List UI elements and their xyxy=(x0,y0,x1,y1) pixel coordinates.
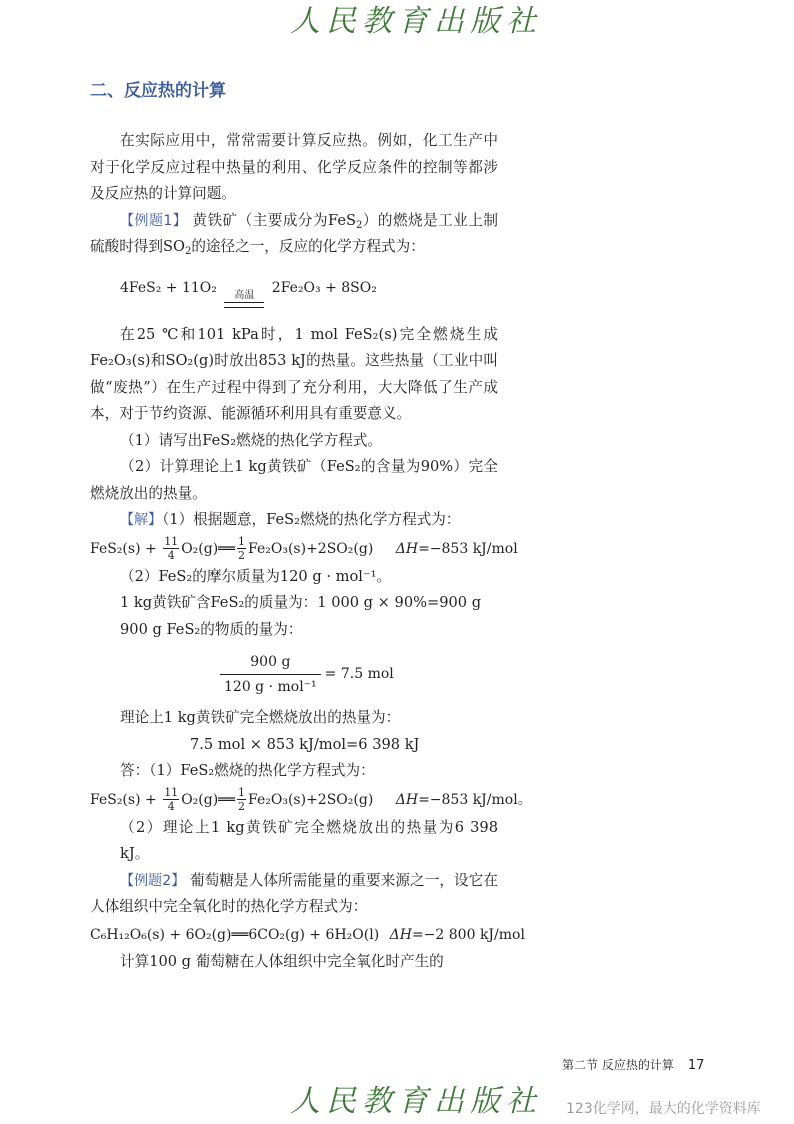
publisher-logo-top: 人民教育出版社 xyxy=(290,4,542,39)
reaction-condition: 高温 xyxy=(224,291,264,308)
intro-paragraph: 在实际应用中，常常需要计算反应热。例如，化工生产中对于化学反应过程中热量的利用、化学反应条件的控制等都涉及反应热的计算问题。 xyxy=(90,132,498,202)
example2-tag: 【例题2】 xyxy=(120,872,186,889)
solution-step1 xyxy=(90,507,498,534)
thermo-equation: FeS₂(s) + $\frac{11}{4}$ O₂(g)══ $\frac{1}{2}$ Fe₂O₃(s)+2SO₂(g) ΔH=−853 kJ/mol xyxy=(90,535,518,562)
example1-tag: 【例题1】 xyxy=(120,212,188,229)
page-number: 17 xyxy=(687,1058,705,1073)
heat-calculation: 7.5 mol × 853 kJ/mol=6 398 kJ xyxy=(190,735,420,753)
footer-section: 第二节 反应热的计算 xyxy=(562,1058,674,1072)
solution-step1-text: （1）根据题意，FeS₂燃烧的热化学方程式为： xyxy=(162,511,461,528)
amount-result: = 7.5 mol xyxy=(324,666,394,682)
delta-h-value: =−853 kJ/mol xyxy=(418,540,518,557)
answer-2: （2）理论上1 kg黄铁矿完全燃烧放出的热量为6 398 kJ。 xyxy=(120,818,498,862)
solution-step2: （2）FeS₂的摩尔质量为120 g · mol⁻¹。 xyxy=(120,567,392,585)
delta-h-label: ΔH xyxy=(395,540,419,557)
example2-text: 葡萄糖是人体所需能量的重要来源之一，设它在人体组织中完全氧化时的热化学方程式为： xyxy=(90,871,498,915)
mass-line: 1 kg黄铁矿含FeS₂的质量为：1 000 g × 90%=900 g xyxy=(120,594,482,611)
glucose-equation: C₆H₁₂O₆(s) + 6O₂(g)══6CO₂(g) + 6H₂O(l) ΔH=−2 800 kJ/mol xyxy=(90,926,525,943)
main-content xyxy=(90,128,532,975)
equation-lhs: 4FeS₂ + 11O₂ xyxy=(120,279,217,296)
example1-text-c: 的途径之一，反应的化学方程式为： xyxy=(191,238,425,255)
o2-coefficient: $\frac{11}{4}$ xyxy=(164,535,179,562)
example1-paragraph: 【例题1】 黄铁矿（主要成分为FeS$_2$）的燃烧是工业上制硫酸时得到$SO_2$的途径之一，反应的化学方程式为： xyxy=(90,211,498,257)
example2-prompt: 计算100 g 葡萄糖在人体组织中完全氧化时产生的 xyxy=(120,952,444,970)
example1-conditions: 在25 ℃和101 kPa时，1 mol FeS₂(s)完全燃烧生成Fe₂O₃(s)和SO₂(g)时放出853 kJ的热量。这些热量（工业中叫做“废热”）在生产过程中得到了充分利用，大大降低了生产成本，对于节约资源、能源循环利用具有重要意义。 xyxy=(90,325,498,422)
publisher-logo-bottom: 人民教育出版社 xyxy=(290,1084,542,1119)
amount-fraction: $\frac{900 g}{\text{120 g · mol⁻¹}}$ xyxy=(220,653,321,696)
answer-delta-h-value: =−853 kJ/mol。 xyxy=(418,791,532,808)
fe2o3-coefficient: $\frac{1}{2}$ xyxy=(238,535,246,562)
amount-line: 900 g FeS₂的物质的量为： xyxy=(120,620,303,638)
watermark: 123化学网，最大的化学资料库 xyxy=(566,1101,761,1117)
example1-equation xyxy=(120,275,498,308)
glucose-delta-h: =−2 800 kJ/mol xyxy=(411,926,525,943)
question-2: （2）计算理论上1 kg黄铁矿（FeS₂的含量为90%）完全燃烧放出的热量。 xyxy=(90,458,498,502)
answer-intro: 答：（1）FeS₂燃烧的热化学方程式为： xyxy=(120,762,375,779)
answer-thermo-equation: FeS₂(s) + $\frac{11}{4}$ O₂(g)══ $\frac{1}{2}$ Fe₂O₃(s)+2SO₂(g) ΔH=−853 kJ/mol。 xyxy=(90,786,532,813)
example2-paragraph xyxy=(90,868,498,921)
solution-tag: 【解】 xyxy=(120,512,162,528)
heat-line: 理论上1 kg黄铁矿完全燃烧放出的热量为： xyxy=(120,709,401,726)
amount-calculation xyxy=(220,651,498,697)
example1-text-b: ）的燃烧是工业上制硫酸时得到SO xyxy=(90,211,498,255)
page-footer xyxy=(562,1056,704,1073)
example1-text-a: 黄铁矿（主要成分为FeS xyxy=(192,211,356,229)
equation-rhs: 2Fe₂O₃ + 8SO₂ xyxy=(271,279,377,296)
section-heading: 二、反应热的计算 xyxy=(90,81,226,101)
question-1: （1）请写出FeS₂燃烧的热化学方程式。 xyxy=(120,431,383,449)
